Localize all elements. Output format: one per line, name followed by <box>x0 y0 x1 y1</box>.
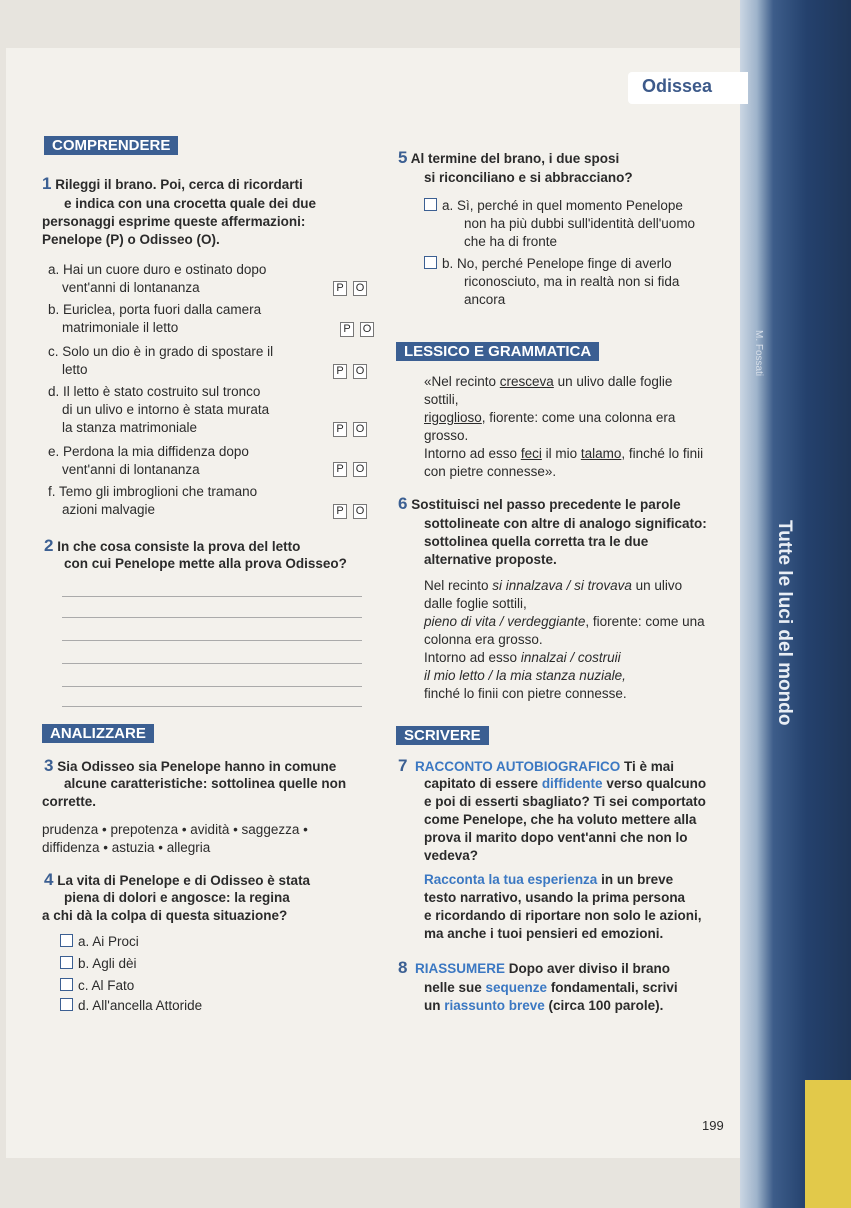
q6-text-4: colonna era grosso. <box>424 632 543 647</box>
q2-answer-line-2[interactable] <box>62 617 362 618</box>
page-header-title: Odissea <box>642 76 713 96</box>
q6-line3: sottolinea quella corretta tra le due <box>424 534 649 549</box>
q1e-answer[interactable]: P O <box>333 462 367 477</box>
q6-text-5[interactable]: Intorno ad esso innalzai / costruii <box>424 650 621 665</box>
q4-line1: 4 La vita di Penelope e di Odisseo è stata <box>44 870 311 889</box>
q1-line1: 1 Rileggi il brano. Poi, cerca di ricordarti <box>42 174 303 193</box>
q1e-line1: e. Perdona la mia diffidenza dopo <box>48 444 249 459</box>
q8-line2: nelle sue sequenze fondamentali, scrivi <box>424 980 678 995</box>
lessico-quote-6: con pietre connesse». <box>424 464 557 479</box>
q2-line2: con cui Penelope mette alla prova Odisseo? <box>64 556 347 571</box>
spine-author: M. Fossati <box>753 330 764 377</box>
q1f-line1: f. Temo gli imbroglioni che tramano <box>48 484 258 499</box>
q1-line4: Penelope (P) o Odisseo (O). <box>42 232 220 247</box>
q1e-line2: vent'anni di lontananza <box>62 462 200 477</box>
q7-line7: Racconta la tua esperienza in un breve <box>424 872 674 887</box>
q4-line3: a chi dà la colpa di questa situazione? <box>42 908 288 923</box>
q1c-line2: letto <box>62 362 88 377</box>
q8-line3: un riassunto breve (circa 100 parole). <box>424 998 664 1013</box>
q5-line2: si riconciliano e si abbracciano? <box>424 170 633 185</box>
q1-line3: personaggi esprime queste affermazioni: <box>42 214 306 229</box>
q4-line2: piena di dolori e angosce: la regina <box>64 890 290 905</box>
q1d-line2: di un ulivo e intorno è stata murata <box>62 402 270 417</box>
q3-line1: 3 Sia Odisseo sia Penelope hanno in comune <box>44 756 337 775</box>
q1-line2: e indica con una crocetta quale dei due <box>64 196 317 211</box>
q7-line8: testo narrativo, usando la prima persona <box>424 890 686 905</box>
q2-answer-line-1[interactable] <box>62 596 362 597</box>
q6-line2: sottolineate con altre di analogo significato: <box>424 516 707 531</box>
q1d-line1: d. Il letto è stato costruito sul tronco <box>48 384 261 399</box>
page-number: 199 <box>702 1118 724 1133</box>
q2-answer-line-6[interactable] <box>62 706 362 707</box>
lessico-quote-4: grosso. <box>424 428 469 443</box>
section-analizzare: ANALIZZARE <box>42 724 154 743</box>
section-lessico: LESSICO E GRAMMATICA <box>396 342 599 361</box>
q1d-line3: la stanza matrimoniale <box>62 420 198 435</box>
q7-line10: ma anche i tuoi pensieri ed emozioni. <box>424 926 664 941</box>
q1b-answer[interactable]: P O <box>340 322 374 337</box>
q4-option-b[interactable]: b. Agli dèi <box>60 956 137 972</box>
q7-line3: e poi di esserti sbagliato? Ti sei comportato <box>424 794 706 809</box>
q7-line2: capitato di essere diffidente verso qualcuno <box>424 776 707 791</box>
q6-text-6[interactable]: il mio letto / la mia stanza nuziale, <box>424 668 626 683</box>
q1b-line1: b. Euriclea, porta fuori dalla camera <box>48 302 262 317</box>
q6-line4: alternative proposte. <box>424 552 557 567</box>
q3-line3: corrette. <box>42 794 97 809</box>
q3-words-2[interactable]: diffidenza • astuzia • allegria <box>42 840 211 855</box>
q5-option-a[interactable]: a. Sì, perché in quel momento Penelope <box>424 198 683 214</box>
q5-option-b-line3: ancora <box>464 292 506 307</box>
q1d-answer[interactable]: P O <box>333 422 367 437</box>
q6-text-1[interactable]: Nel recinto si innalzava / si trovava un ulivo <box>424 578 683 593</box>
q6-text-2: dalle foglie sottili, <box>424 596 527 611</box>
q7-line4: come Penelope, che ha voluto mettere alla <box>424 812 697 827</box>
q7-line5: prova il marito dopo vent'anni che non lo <box>424 830 688 845</box>
q1c-answer[interactable]: P O <box>333 364 367 379</box>
q3-line2: alcune caratteristiche: sottolinea quelle non <box>64 776 347 791</box>
q1a-answer[interactable]: P O <box>333 281 367 296</box>
q4-option-c[interactable]: c. Al Fato <box>60 978 134 994</box>
q6-line1: 6 Sostituisci nel passo precedente le parole <box>398 494 681 513</box>
q2-answer-line-3[interactable] <box>62 640 362 641</box>
q5-line1: 5 Al termine del brano, i due sposi <box>398 148 620 167</box>
q2-line1: 2 In che cosa consiste la prova del letto <box>44 536 301 555</box>
q1b-line2: matrimoniale il letto <box>62 320 179 335</box>
lessico-quote-5: Intorno ad esso feci il mio talamo, finché lo finii <box>424 446 704 461</box>
q8-line1: 8 RIASSUMERE Dopo aver diviso il brano <box>398 958 671 977</box>
q1a-line1: a. Hai un cuore duro e ostinato dopo <box>48 262 267 277</box>
section-comprendere: COMPRENDERE <box>44 136 178 155</box>
q7-line9: e ricordando di riportare non solo le azioni, <box>424 908 702 923</box>
spine-yellow-band <box>805 1080 851 1208</box>
q6-text-7: finché lo finii con pietre connesse. <box>424 686 627 701</box>
q5-option-a-line2: non ha più dubbi sull'identità dell'uomo <box>464 216 696 231</box>
q2-answer-line-4[interactable] <box>62 663 362 664</box>
lessico-quote-2: sottili, <box>424 392 459 407</box>
q5-option-a-line3: che ha di fronte <box>464 234 558 249</box>
q7-line6: vedeva? <box>424 848 479 863</box>
q4-option-a[interactable]: a. Ai Proci <box>60 934 139 950</box>
q2-answer-line-5[interactable] <box>62 686 362 687</box>
q7-line1: 7 RACCONTO AUTOBIOGRAFICO Ti è mai <box>398 756 675 775</box>
book-spine <box>740 0 851 1208</box>
q1f-answer[interactable]: P O <box>333 504 367 519</box>
spine-title: Tutte le luci del mondo <box>774 520 795 726</box>
q1c-line1: c. Solo un dio è in grado di spostare il <box>48 344 274 359</box>
q1f-line2: azioni malvagie <box>62 502 156 517</box>
lessico-quote-3: rigoglioso, fiorente: come una colonna era <box>424 410 676 425</box>
q4-option-d[interactable]: d. All'ancella Attoride <box>60 998 202 1014</box>
lessico-quote-1: «Nel recinto cresceva un ulivo dalle foglie <box>424 374 673 389</box>
q5-option-b[interactable]: b. No, perché Penelope finge di averlo <box>424 256 672 272</box>
q3-words-1[interactable]: prudenza • prepotenza • avidità • saggezza • <box>42 822 308 837</box>
q1a-line2: vent'anni di lontananza <box>62 280 200 295</box>
q6-text-3[interactable]: pieno di vita / verdeggiante, fiorente: come una <box>424 614 705 629</box>
q5-option-b-line2: riconosciuto, ma in realtà non si fida <box>464 274 680 289</box>
section-scrivere: SCRIVERE <box>396 726 489 745</box>
